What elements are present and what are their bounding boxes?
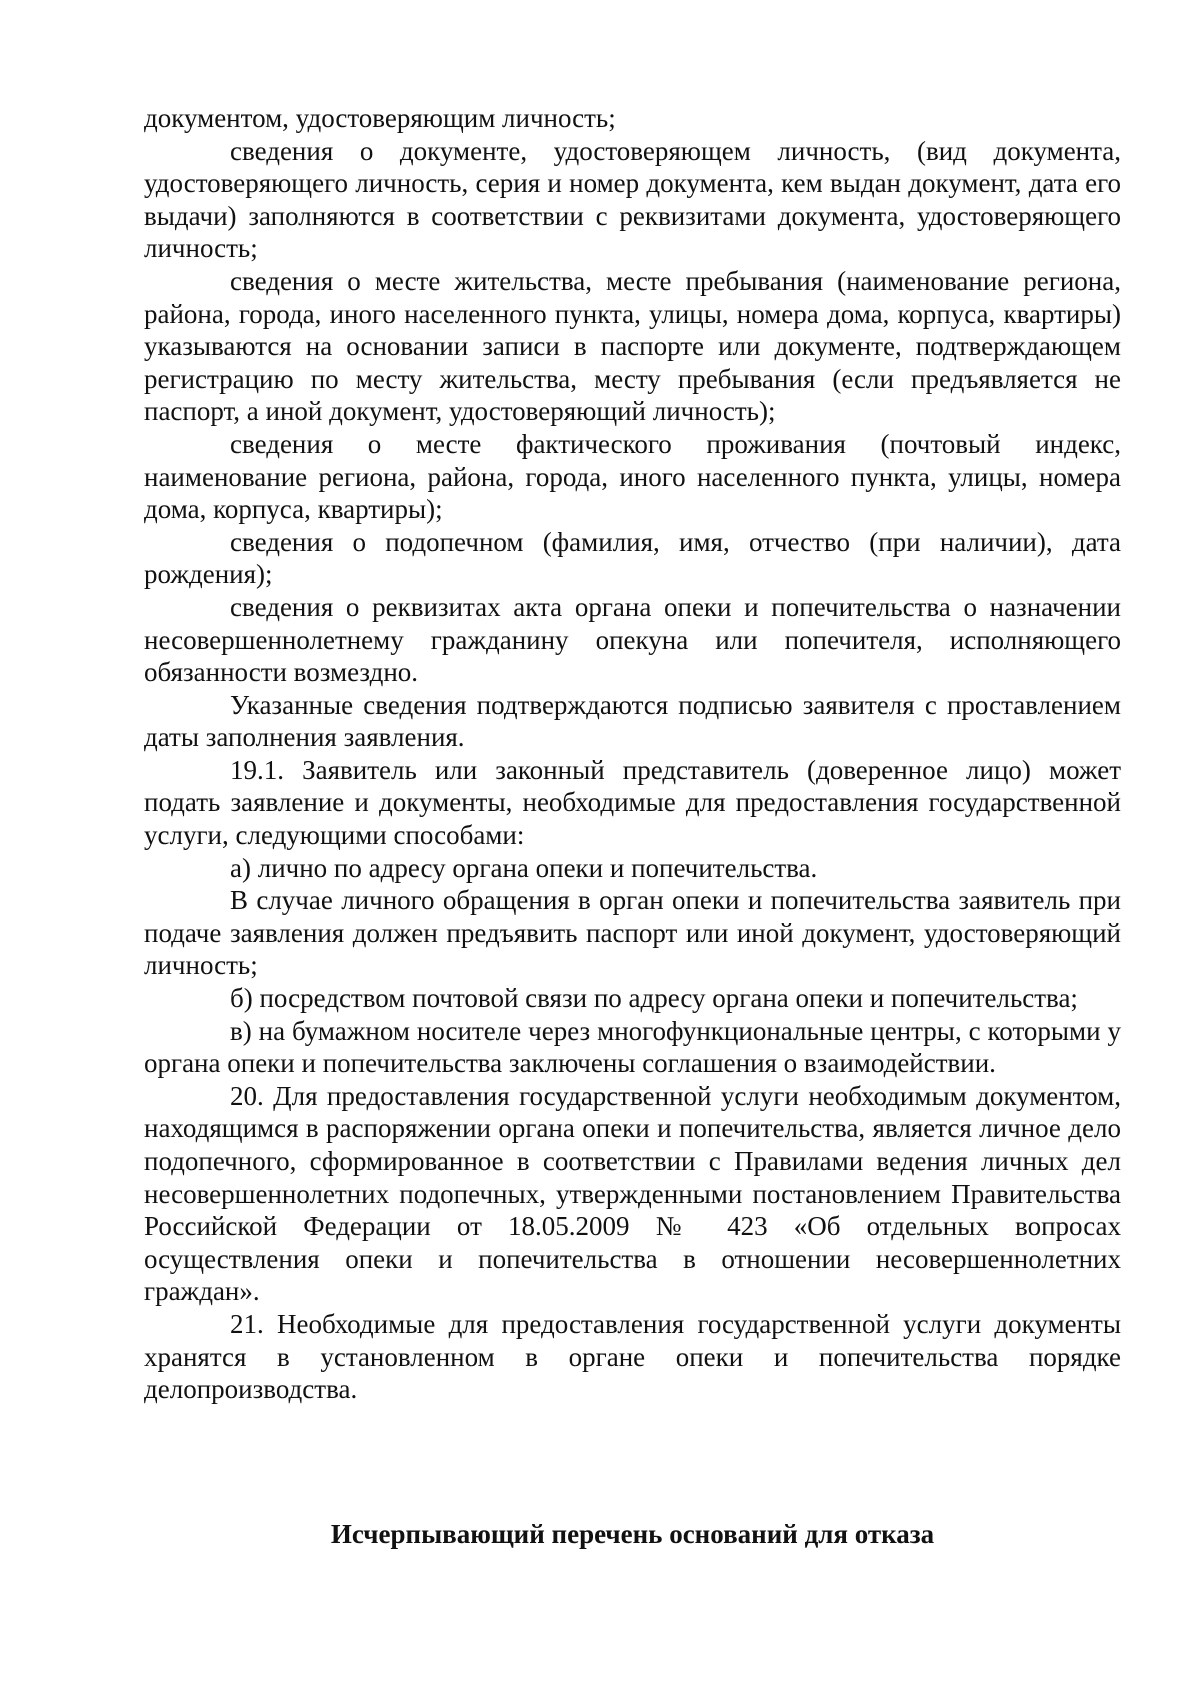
paragraph-identity-document-end: документом, удостоверяющим личность; <box>144 103 616 133</box>
paragraph-identity-document-details: сведения о документе, удостоверяющем личность, (вид документа, удостоверяющего личность, серия и номер документа, кем выдан документ, дата его выдачи) заполняются в соответствии с реквизитами документа, удостоверяющего личность; <box>144 135 1121 264</box>
paragraph-in-person-passport: В случае личного обращения в орган опеки и попечительства заявитель при подаче заявления должен предъявить паспорт или иной документ, удостоверяющий личность; <box>144 885 1121 981</box>
paragraph-19-1-submission-methods: 19.1. Заявитель или законный представитель (доверенное лицо) может подать заявление и документы, необходимые для предоставления государственной услуги, следующими способами: <box>144 754 1121 851</box>
section-heading: Исчерпывающий перечень оснований для отказа <box>330 1519 935 1549</box>
paragraph-signature-confirmation: Указанные сведения подтверждаются подписью заявителя с проставлением даты заполнения заявления. <box>144 689 1121 753</box>
paragraph-residence-details: сведения о месте жительства, месте пребывания (наименование региона, района, города, иного населенного пункта, улицы, номера дома, корпуса, квартиры) указываются на основании записи в паспорте или документе, подтверждающем регистрацию по месту жительства, месту пребывания (если предъявляется не паспорт, а иной документ, удостоверяющий личность); <box>144 265 1121 427</box>
paragraph-actual-residence: сведения о месте фактического проживания (почтовый индекс, наименование региона, района, города, иного населенного пункта, улицы, номера дома, корпуса, квартиры); <box>144 428 1121 525</box>
document-body <box>144 102 1121 1406</box>
paragraph-method-c-mfc: в) на бумажном носителе через многофункциональные центры, с которыми у органа опеки и попечительства заключены соглашения о взаимодействии. <box>144 1015 1121 1079</box>
paragraph-method-b-post: б) посредством почтовой связи по адресу органа опеки и попечительства; <box>230 983 1078 1014</box>
paragraph-method-a-in-person: а) лично по адресу органа опеки и попечительства. <box>230 852 818 883</box>
paragraph-20-personal-file: 20. Для предоставления государственной услуги необходимым документом, находящимся в распоряжении органа опеки и попечительства, является личное дело подопечного, сформированное в соответствии с Правилами ведения личных дел несовершеннолетних подопечных, утвержденными постановлением Правительства Российской Федерации от 18.05.2009 № 423 «Об отдельных вопросах осуществления опеки и попечительства в отношении несовершеннолетних граждан». <box>144 1080 1121 1307</box>
paragraph-guardianship-act: сведения о реквизитах акта органа опеки и попечительства о назначении несовершеннолетнему гражданину опекуна или попечителя, исполняющего обязанности возмездно. <box>144 591 1121 688</box>
paragraph-ward-details: сведения о подопечном (фамилия, имя, отчество (при наличии), дата рождения); <box>144 526 1121 590</box>
paragraph-21-storage: 21. Необходимые для предоставления государственной услуги документы хранятся в установленном в органе опеки и попечительства порядке делопроизводства. <box>144 1308 1121 1405</box>
